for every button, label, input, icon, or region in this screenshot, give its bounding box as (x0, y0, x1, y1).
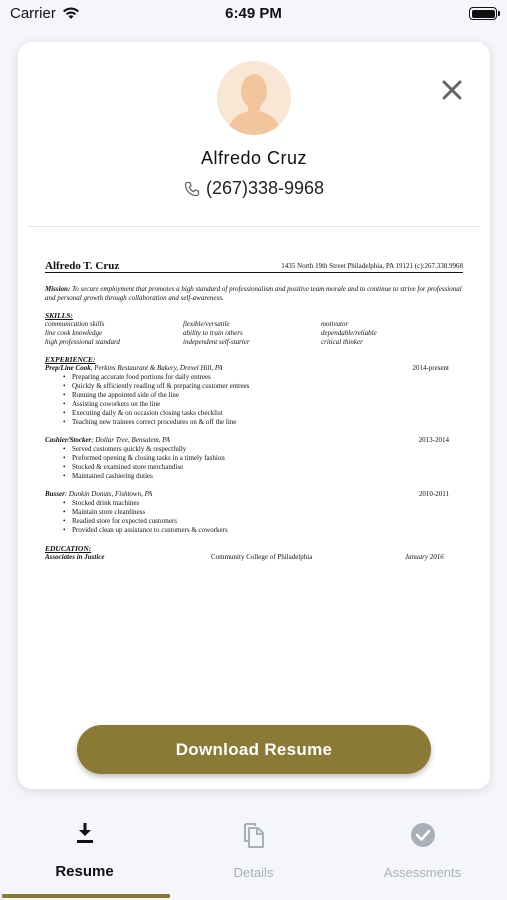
skill-item: dependable/reliable (321, 329, 377, 337)
resume-header (45, 262, 463, 273)
skill-item: critical thinker (321, 338, 363, 346)
experience-heading: EXPERIENCE: (45, 355, 96, 364)
job-bullet: • Executing daily & on occasion closing tasks checklist (63, 409, 463, 418)
job-bullet: • Preparing accurate food portions for daily entrees (63, 373, 463, 382)
job-place: : Dunkin Donuts, Fishtown, PA (64, 490, 153, 498)
resume-mission (45, 285, 463, 303)
job-bullet: • Provided clean up assistance to customers & coworkers (63, 526, 463, 535)
status-bar (0, 0, 507, 30)
phone-number: (267)338-9968 (205, 178, 325, 198)
active-tab-indicator (2, 894, 170, 898)
job-place: , Perkins Restaurant & Bakery, Drexel Hill, PA (90, 364, 223, 372)
job-place: ; Dollar Tree, Bensalem, PA (91, 436, 170, 444)
tab-label-details: Details (233, 865, 274, 880)
job-bullet: • Served customers quickly & respectfully (63, 445, 463, 454)
resume-address: 1435 North 19th Street Philadelphia, PA 19121 (c):267.338.9968 (281, 262, 463, 270)
skill-item: independent self-starter (183, 338, 250, 346)
job-entry (45, 364, 463, 427)
education-heading: EDUCATION: (45, 544, 92, 553)
skill-item: communication skills (45, 320, 105, 328)
job-dates: 2010-2011 (418, 490, 449, 498)
job-bullet: • Running the appointed side of the line (63, 391, 463, 400)
tab-assessments[interactable] (338, 805, 507, 900)
resume-document (45, 262, 463, 562)
mission-text: To secure employment that promotes a high standard of professionalism and positive team morale and to continue to strive for professional and personal growth through collaboration and self-awareness. (45, 285, 462, 302)
clock: 6:49 PM (225, 5, 282, 22)
job-bullet: • Quickly & efficiently reading off & preparing customer entrees (63, 382, 463, 391)
documents-icon (241, 821, 267, 849)
skills-heading: SKILLS: (45, 311, 73, 320)
job-bullet: • Maintain store cleanliness (63, 508, 463, 517)
job-dates: 2013-2014 (418, 436, 449, 444)
job-title: Busser (45, 490, 65, 498)
resume-card (18, 42, 490, 789)
close-icon[interactable] (438, 76, 466, 104)
job-bullet: • Preformed opening & closing tasks in a timely fashion (63, 454, 463, 463)
job-bullet: • Teaching new trainees correct procedures on & off the line (63, 418, 463, 427)
check-circle-icon (409, 821, 437, 849)
job-dates: 2014-present (412, 364, 449, 372)
tab-label-resume: Resume (55, 863, 114, 880)
education-date: January 2016 (405, 553, 444, 561)
tab-bar (0, 805, 507, 900)
job-entry (45, 436, 463, 481)
job-title: Cashier/Stocker (45, 436, 92, 444)
tab-resume[interactable] (0, 805, 169, 900)
education-school: Community College of Philadelphia (211, 553, 313, 561)
profile-name: Alfredo Cruz (200, 148, 308, 168)
skill-item: ability to train others (183, 329, 243, 337)
tab-details[interactable] (169, 805, 338, 900)
download-icon (74, 821, 96, 845)
tab-label-assessments: Assessments (383, 865, 462, 880)
job-bullet: • Stocked & examined store merchandise (63, 463, 463, 472)
phone-row[interactable] (18, 178, 490, 199)
resume-name: Alfredo T. Cruz (45, 260, 120, 272)
education-degree: Associates in Justice (45, 553, 105, 561)
skill-item: motivator (321, 320, 349, 328)
job-title: Prep/Line Cook (45, 364, 91, 372)
divider (28, 226, 480, 227)
carrier-label: Carrier (10, 5, 56, 22)
skill-item: flexible/versatile (183, 320, 230, 328)
person-silhouette-icon (217, 61, 291, 135)
education-row (45, 553, 463, 562)
job-bullet: • Maintained cashiering duties (63, 472, 463, 481)
battery-icon (469, 7, 497, 20)
job-bullet: • Stocked drink machines (63, 499, 463, 508)
job-bullet: • Assisting coworkers on the line (63, 400, 463, 409)
skills-grid (45, 320, 463, 347)
skill-item: line cook knowledge (45, 329, 103, 337)
job-bullet: • Readied store for expected customers (63, 517, 463, 526)
skill-item: high professional standard (45, 338, 120, 346)
avatar (217, 61, 291, 135)
download-resume-button[interactable]: Download Resume (77, 725, 431, 774)
mission-label: Mission: (45, 285, 71, 293)
job-entry (45, 490, 463, 535)
phone-icon (184, 181, 200, 197)
